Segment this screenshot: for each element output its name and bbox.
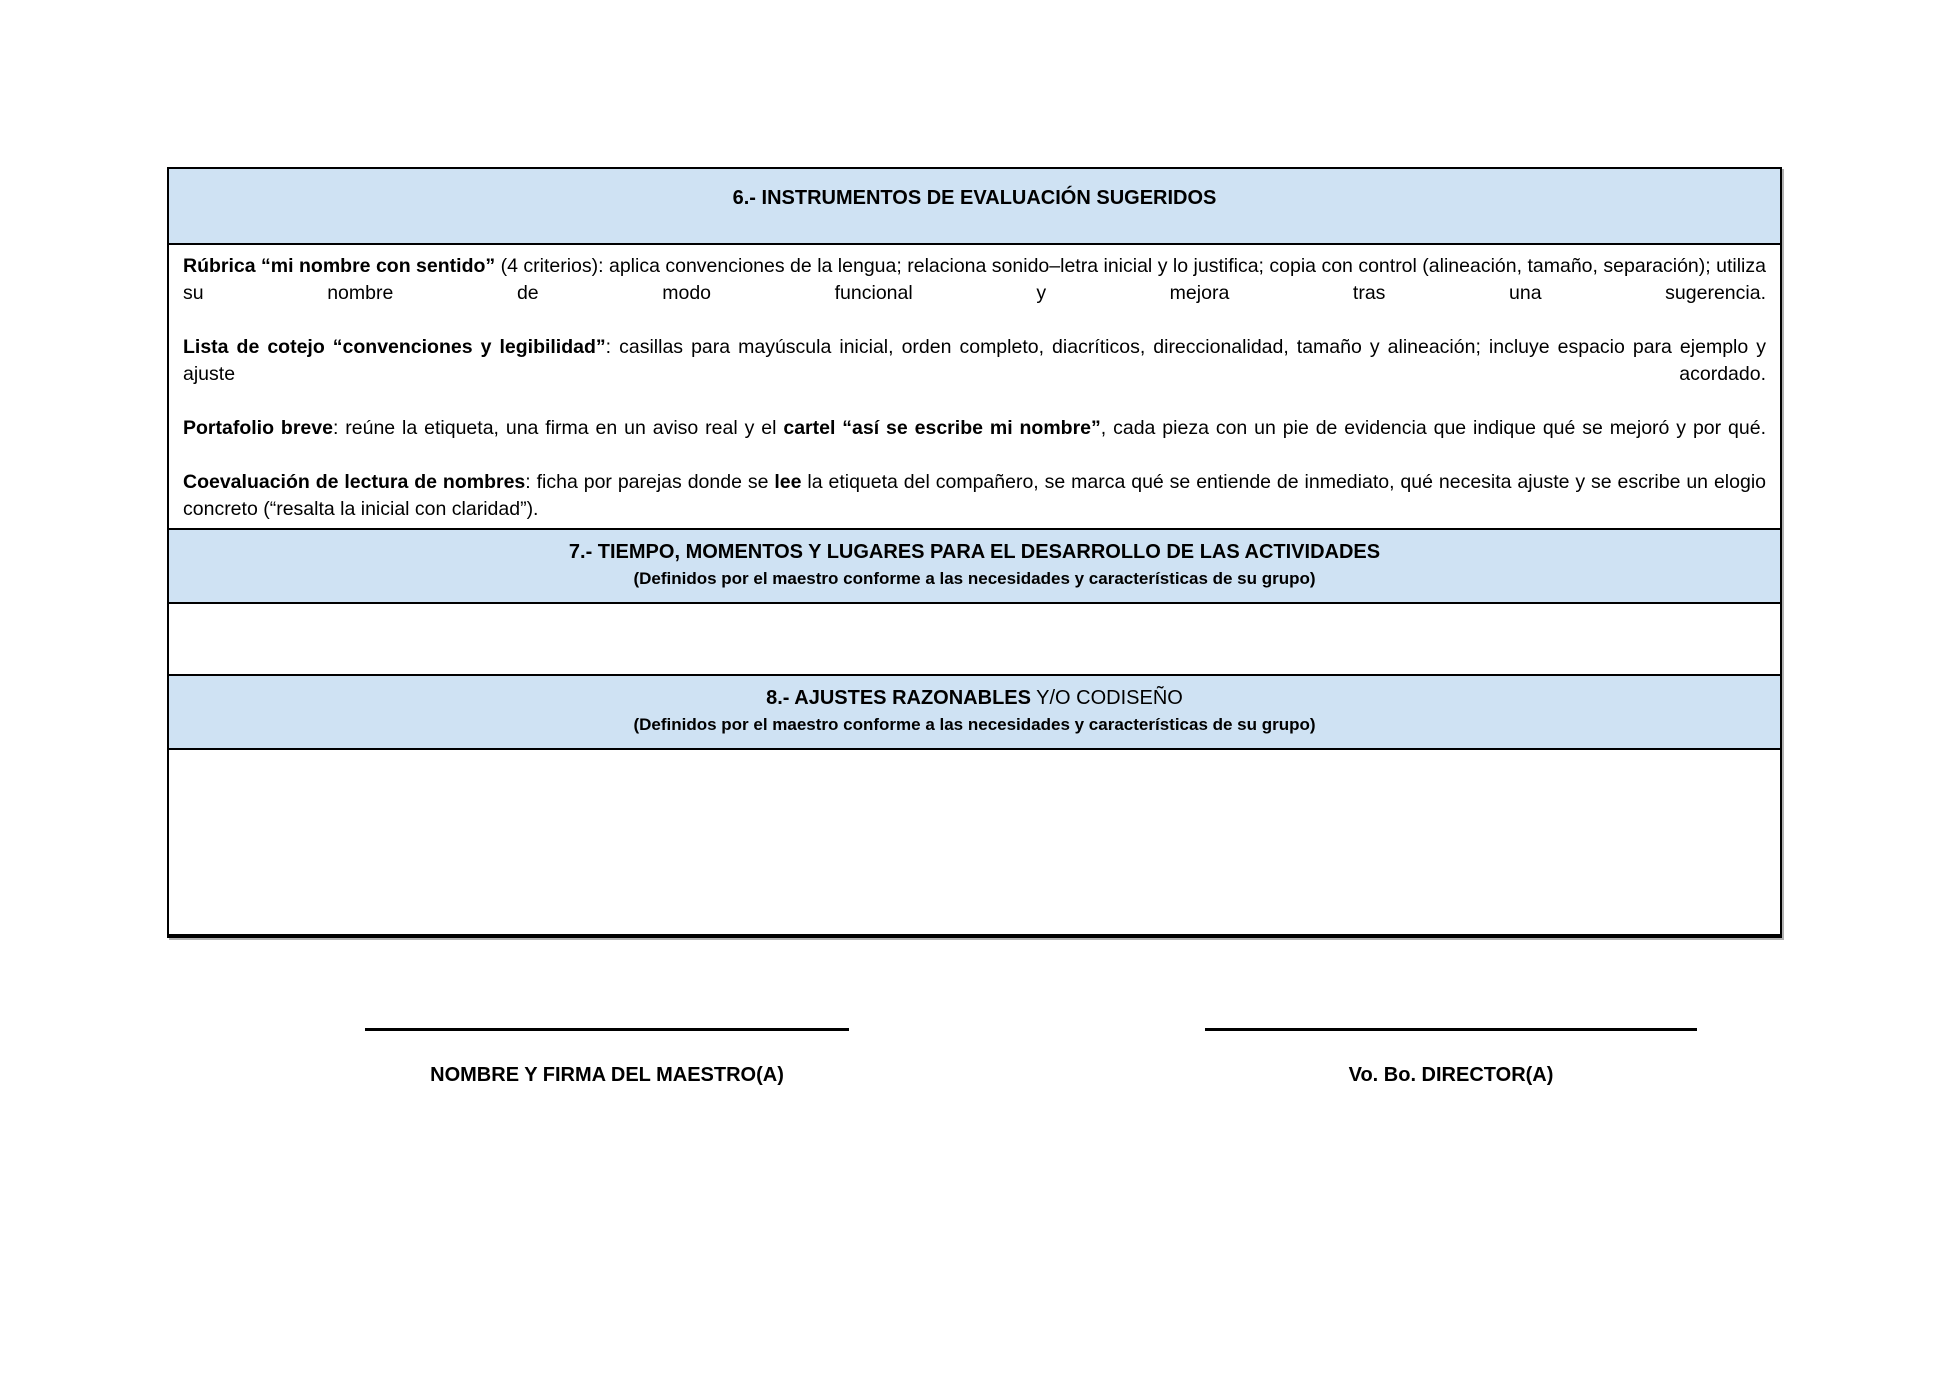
- section-6-content: [169, 245, 1780, 530]
- section-8-title-bold: 8.- AJUSTES RAZONABLES: [766, 687, 1031, 709]
- section-8-title-regular: Y/O CODISEÑO: [1030, 687, 1183, 709]
- director-signature-block: [1205, 1028, 1697, 1087]
- teacher-signature-line: [365, 1028, 849, 1031]
- section-8-title: [177, 685, 1772, 712]
- evaluation-paragraph-4: Coevaluación de lectura de nombres: ficha por parejas donde se lee la etiqueta del compañero, se marca qué se entiende de inmediato, qué necesita ajuste y se escribe un elogio concreto (“resalta la inicial con claridad”).: [183, 471, 1766, 520]
- section-7-subtitle: (Definidos por el maestro conforme a las necesidades y características de su grupo): [633, 569, 1316, 588]
- section-8-content: [169, 750, 1780, 934]
- section-8-subtitle: (Definidos por el maestro conforme a las necesidades y características de su grupo): [633, 715, 1316, 734]
- teacher-signature-label: NOMBRE Y FIRMA DEL MAESTRO(A): [430, 1064, 784, 1086]
- teacher-signature-block: [365, 1028, 849, 1087]
- section-6-title: 6.- INSTRUMENTOS DE EVALUACIÓN SUGERIDOS: [732, 187, 1217, 209]
- section-6-header: [169, 169, 1780, 245]
- section-7-header: [169, 530, 1780, 604]
- evaluation-paragraph-2: Lista de cotejo “convenciones y legibilidad”: casillas para mayúscula inicial, orden completo, diacríticos, direccionalidad, tamaño y alineación; incluye espacio para ejemplo y ajuste acordado.: [183, 336, 1766, 385]
- evaluation-paragraph-3: Portafolio breve: reúne la etiqueta, una firma en un aviso real y el cartel “así se escribe mi nombre”, cada pieza con un pie de evidencia que indique qué se mejoró y por qué.: [183, 417, 1766, 439]
- director-signature-label: Vo. Bo. DIRECTOR(A): [1348, 1064, 1554, 1086]
- section-8-header: [169, 676, 1780, 750]
- section-7-content: [169, 604, 1780, 676]
- lesson-plan-table: [167, 167, 1782, 938]
- evaluation-paragraph-1: Rúbrica “mi nombre con sentido” (4 criterios): aplica convenciones de la lengua; relaciona sonido–letra inicial y lo justifica; copia con control (alineación, tamaño, separación); utiliza su nombre de modo funcional y mejora tras una sugerencia.: [183, 255, 1766, 304]
- director-signature-line: [1205, 1028, 1697, 1031]
- signature-area: [167, 1028, 1782, 1148]
- section-7-title: 7.- TIEMPO, MOMENTOS Y LUGARES PARA EL DESARROLLO DE LAS ACTIVIDADES: [568, 541, 1381, 563]
